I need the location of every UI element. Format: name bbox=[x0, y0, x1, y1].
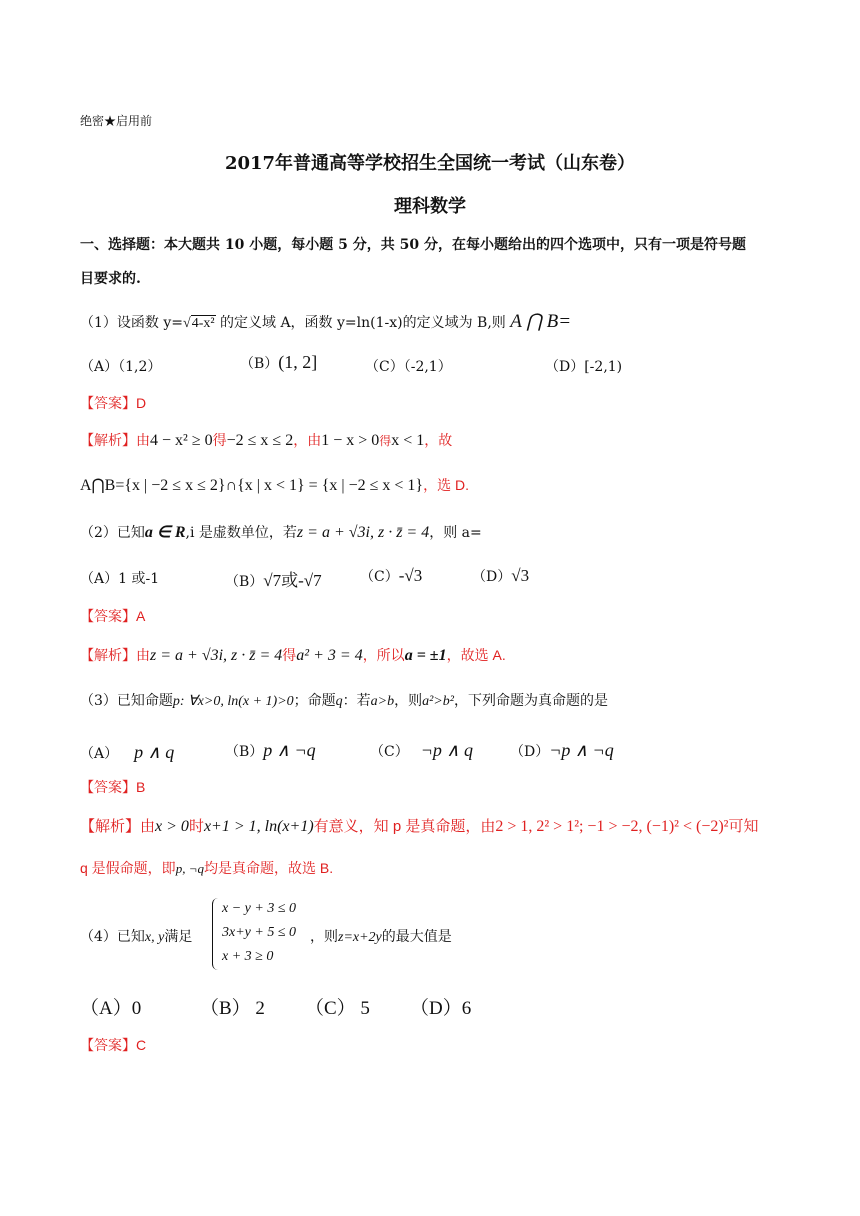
q3-analysis-line2-text-a: q 是假命题，即 bbox=[80, 860, 176, 876]
q4-stem-lead bbox=[80, 926, 192, 946]
q4-option-d: （D）6 bbox=[410, 998, 472, 1019]
q4-constraint-2: 3x+y + 5 ≤ 0 bbox=[222, 925, 297, 940]
q2-analysis-label: 【解析】 bbox=[80, 647, 136, 663]
q4-stem-tail bbox=[310, 926, 452, 946]
q3-stem-text-d: ，则 bbox=[394, 693, 423, 709]
q3-stem-math-4: a²>b² bbox=[422, 694, 454, 709]
q3-analysis-line2-math: p, ¬q bbox=[175, 861, 204, 876]
q1-analysis-line2-tail: ，选 D. bbox=[423, 477, 469, 493]
q3-stem-text-e: ，下列命题为真命题的是 bbox=[453, 693, 608, 709]
q3-stem-text-a: （3）已知命题 bbox=[80, 693, 173, 709]
q2-option-a: （A）1 或-1 bbox=[80, 571, 160, 587]
q4-answer-value: C bbox=[136, 1037, 147, 1053]
q3-analysis-text-2: 时 bbox=[188, 818, 204, 835]
q3-analysis bbox=[80, 815, 759, 836]
q2-option-d-label: （D） bbox=[472, 569, 512, 585]
q2-stem-text-a: （2）已知 bbox=[80, 525, 145, 541]
q1-analysis-math-4: x < 1 bbox=[391, 432, 425, 449]
q4-constraint-3: x + 3 ≥ 0 bbox=[222, 949, 274, 964]
q4-stem-math-1: x, y bbox=[144, 930, 165, 945]
q3-option-b-math: p ∧ ¬q bbox=[263, 740, 316, 760]
q3-option-d bbox=[510, 740, 614, 761]
q1-answer bbox=[80, 393, 146, 413]
q3-answer-label: 【答案】 bbox=[80, 779, 136, 795]
q4-stem-text-c: ，则 bbox=[310, 929, 338, 945]
q4-option-b: （B） 2 bbox=[200, 998, 265, 1019]
q1-analysis-text-3: ，由 bbox=[293, 432, 322, 448]
q2-analysis bbox=[80, 645, 506, 665]
q2-option-c-math: -√3 bbox=[398, 566, 423, 585]
q3-stem bbox=[80, 690, 608, 710]
q2-analysis-text-3: ，所以 bbox=[362, 647, 405, 663]
q1-option-d: （D）[-2,1) bbox=[545, 359, 623, 375]
q1-analysis-math-2: −2 ≤ x ≤ 2 bbox=[226, 432, 294, 449]
q4-option-a: （A）0 bbox=[80, 998, 142, 1019]
q2-analysis-math-1: z = a + √3i, z · z̄ = 4 bbox=[150, 647, 283, 664]
q2-option-b-math: √7或-√7 bbox=[263, 571, 322, 590]
q1-stem-text-a: （1）设函数 y= bbox=[80, 315, 183, 331]
q3-option-a bbox=[80, 742, 174, 763]
exam-title: 2017年普通高等学校招生全国统一考试（山东卷） bbox=[224, 153, 636, 174]
q3-analysis-label: 【解析】 bbox=[80, 818, 141, 835]
q3-option-d-label: （D） bbox=[510, 744, 550, 760]
q3-option-b bbox=[225, 740, 316, 761]
q3-analysis-math-3: 2 > 1, 2² > 1²; −1 > −2, (−1)² < (−2)² bbox=[495, 818, 729, 835]
q2-analysis-math-2: a² + 3 = 4 bbox=[296, 647, 363, 664]
q1-analysis-math-3: 1 − x > 0 bbox=[321, 432, 380, 449]
q2-answer-value: A bbox=[136, 608, 146, 624]
q3-option-c-math: ¬p ∧ q bbox=[420, 740, 474, 760]
q2-option-b-label: （B） bbox=[225, 574, 264, 590]
q2-analysis-text-4: ，故选 A. bbox=[446, 647, 506, 663]
q1-analysis-line2 bbox=[80, 475, 469, 495]
q3-analysis-line2 bbox=[80, 858, 333, 878]
q4-constraint-brace bbox=[212, 898, 221, 970]
q3-option-c bbox=[370, 740, 473, 761]
q1-stem: （1）设函数 y=√4-x² 的定义域 A，函数 y=ln(1-x)的定义域为 B,则 A ⋂ B= bbox=[80, 311, 572, 332]
q4-answer-label: 【答案】 bbox=[80, 1037, 136, 1053]
q2-option-d bbox=[472, 566, 529, 586]
q1-analysis-label: 【解析】 bbox=[80, 432, 136, 448]
q2-analysis-text-2: 得 bbox=[282, 647, 297, 663]
q2-stem bbox=[80, 522, 482, 542]
exam-subtitle: 理科数学 bbox=[394, 196, 466, 217]
q1-option-c: （C）（-2,1） bbox=[365, 359, 452, 375]
q3-stem-text-c: ：若 bbox=[342, 693, 371, 709]
q1-stem-sqrt: 4-x² bbox=[191, 316, 215, 331]
section-heading-line2: 目要求的. bbox=[80, 271, 141, 287]
q3-analysis-line2-text-b: 均是真命题，故选 B. bbox=[203, 860, 334, 876]
q1-analysis-text-4: 得 bbox=[379, 434, 392, 448]
q1-analysis-text-1: 由 bbox=[136, 432, 150, 448]
q3-stem-math-3: a>b bbox=[370, 694, 395, 709]
q1-option-b-label: （B） bbox=[240, 356, 279, 372]
q2-option-c-label: （C） bbox=[360, 569, 399, 585]
q1-option-b-math: (1, 2] bbox=[278, 352, 318, 372]
q3-stem-math-2: q bbox=[335, 694, 343, 709]
q1-analysis-math-1: 4 − x² ≥ 0 bbox=[150, 432, 213, 449]
q2-analysis-math-3: a = ±1 bbox=[404, 647, 447, 664]
q3-option-a-math: p ∧ q bbox=[134, 742, 175, 762]
q2-option-b bbox=[225, 566, 322, 591]
q2-answer bbox=[80, 606, 145, 626]
q3-option-a-label: （A） bbox=[80, 746, 119, 762]
q2-analysis-text-1: 由 bbox=[136, 647, 150, 663]
q1-analysis-text-5: ，故 bbox=[424, 432, 453, 448]
q4-constraint-1: x − y + 3 ≤ 0 bbox=[222, 901, 297, 916]
q4-stem-text-b: 满足 bbox=[164, 929, 193, 945]
q1-analysis bbox=[80, 430, 452, 450]
q1-option-a: （A）（1,2） bbox=[80, 359, 162, 375]
q3-stem-math-1: p: ∀x>0, ln(x + 1)>0 bbox=[172, 694, 294, 709]
q3-option-c-label: （C） bbox=[370, 744, 409, 760]
q1-option-b bbox=[240, 352, 317, 373]
q3-analysis-math-1: x > 0 bbox=[155, 818, 189, 835]
q2-stem-math-2: z = a + √3i, z · z̄ = 4 bbox=[296, 524, 430, 541]
q3-analysis-text-1: 由 bbox=[140, 818, 156, 835]
section-heading-line1: 一、选择题：本大题共 10 小题，每小题 5 分，共 50 分，在每小题给出的四个选项中，只有一项是符号题 bbox=[80, 237, 746, 253]
q2-option-d-math: √3 bbox=[511, 566, 530, 585]
q4-stem-text-a: （4）已知 bbox=[80, 929, 145, 945]
q1-stem-math: A ⋂ B= bbox=[510, 311, 572, 332]
q2-stem-math-1: a ∈ R bbox=[144, 524, 186, 541]
q2-stem-text-b: ,i 是虚数单位，若 bbox=[185, 525, 297, 541]
q3-analysis-math-2: x+1 > 1, ln(x+1) bbox=[203, 818, 314, 835]
q3-option-b-label: （B） bbox=[225, 744, 264, 760]
q4-stem-math-2: z=x+2y bbox=[338, 930, 382, 945]
q1-answer-value: D bbox=[136, 395, 147, 411]
q2-option-c bbox=[360, 566, 422, 586]
q3-option-d-math: ¬p ∧ ¬q bbox=[549, 740, 614, 760]
q1-analysis-text-2: 得 bbox=[212, 432, 227, 448]
q1-stem-text-b: 的定义域 A，函数 y=ln(1-x)的定义域为 B,则 bbox=[215, 315, 511, 331]
q3-answer-value: B bbox=[136, 779, 146, 795]
q4-answer bbox=[80, 1035, 146, 1055]
q2-answer-label: 【答案】 bbox=[80, 608, 136, 624]
q2-stem-text-c: ，则 a= bbox=[429, 525, 482, 541]
q3-answer bbox=[80, 777, 145, 797]
q3-analysis-text-3: 有意义，知 p 是真命题，由 bbox=[313, 818, 496, 835]
q3-analysis-text-4: 可知 bbox=[728, 818, 759, 835]
q1-answer-label: 【答案】 bbox=[80, 395, 136, 411]
q3-stem-text-b: ；命题 bbox=[293, 693, 336, 709]
q4-stem-text-d: 的最大值是 bbox=[381, 929, 452, 945]
q4-option-c: （C） 5 bbox=[305, 998, 370, 1019]
q1-analysis-line2-math: A⋂B={x | −2 ≤ x ≤ 2}∩{x | x < 1} = {x | −2 ≤ x < 1} bbox=[80, 477, 424, 494]
confidential-label: 绝密★启用前 bbox=[80, 114, 153, 128]
